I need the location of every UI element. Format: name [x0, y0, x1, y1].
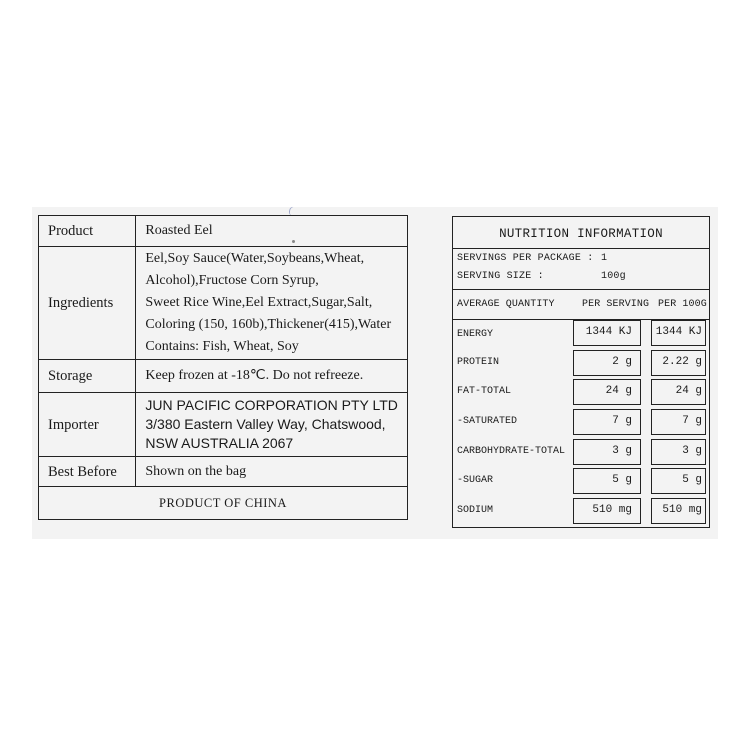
ingredients-line: Sweet Rice Wine,Eel Extract,Sugar,Salt,: [145, 295, 373, 310]
storage-key: Storage: [39, 360, 136, 393]
per-serving-value: 24 g: [573, 379, 641, 405]
per-serving-value: 7 g: [573, 409, 641, 435]
divider: [453, 248, 709, 249]
table-row-best-before: [39, 457, 408, 487]
nutrient-row-protein: [453, 348, 709, 378]
product-info-table: [38, 215, 408, 520]
servings-per-package-value: 1: [601, 253, 608, 264]
nutrition-title: NUTRITION INFORMATION: [499, 227, 663, 241]
serving-size-label: SERVING SIZE :: [457, 271, 544, 282]
per-100g-value: 510 mg: [651, 498, 706, 524]
ingredients-key: Ingredients: [39, 247, 136, 360]
column-header-per-100g: PER 100G: [658, 299, 707, 310]
importer-key: Importer: [39, 393, 136, 457]
nutrient-row-energy: [453, 320, 709, 350]
table-row-origin: [39, 487, 408, 520]
ingredients-line: Alcohol),Fructose Corn Syrup,: [145, 273, 319, 288]
product-value: Roasted Eel: [136, 216, 408, 247]
per-100g-value: 24 g: [651, 379, 706, 405]
per-100g-value: 7 g: [651, 409, 706, 435]
importer-line: JUN PACIFIC CORPORATION PTY LTD: [145, 397, 398, 413]
best-before-key: Best Before: [39, 457, 136, 487]
table-row-ingredients: [39, 247, 408, 360]
table-row-importer: [39, 393, 408, 457]
servings-per-package-label: SERVINGS PER PACKAGE :: [457, 253, 594, 264]
per-serving-value: 1344 KJ: [573, 320, 641, 346]
nutrient-name: FAT-TOTAL: [457, 386, 512, 397]
nutrient-name: CARBOHYDRATE-TOTAL: [457, 446, 566, 457]
nutrient-row-saturated: [453, 407, 709, 437]
per-serving-value: 5 g: [573, 468, 641, 494]
product-key: Product: [39, 216, 136, 247]
per-100g-value: 2.22 g: [651, 350, 706, 376]
ingredients-line: Eel,Soy Sauce(Water,Soybeans,Wheat,: [145, 251, 365, 266]
column-header-quantity: AVERAGE QUANTITY: [457, 299, 555, 310]
ingredients-line: Contains: Fish, Wheat, Soy: [145, 339, 299, 354]
nutrient-row-sugar: [453, 466, 709, 496]
nutrient-name: -SUGAR: [457, 475, 494, 486]
nutrient-name: ENERGY: [457, 329, 494, 340]
nutrient-row-carbohydrate-total: [453, 437, 709, 467]
table-row-product: [39, 216, 408, 247]
nutrient-row-fat-total: [453, 377, 709, 407]
per-100g-value: 5 g: [651, 468, 706, 494]
ingredients-value: [136, 247, 408, 360]
servings-per-package: [457, 253, 608, 264]
serving-size: [457, 271, 626, 282]
nutrient-row-sodium: [453, 496, 709, 526]
nutrient-name: PROTEIN: [457, 357, 500, 368]
importer-line: NSW AUSTRALIA 2067: [145, 435, 294, 451]
ingredients-line: Coloring (150, 160b),Thickener(415),Water: [145, 317, 392, 332]
column-header-per-serving: PER SERVING: [582, 299, 650, 310]
best-before-value: Shown on the bag: [136, 457, 408, 487]
per-serving-value: 3 g: [573, 439, 641, 465]
importer-value: [136, 393, 408, 457]
importer-line: 3/380 Eastern Valley Way, Chatswood,: [145, 416, 386, 432]
divider: [453, 289, 709, 290]
serving-size-value: 100g: [601, 271, 626, 282]
storage-value: Keep frozen at -18℃. Do not refreeze.: [136, 360, 408, 393]
per-100g-value: 3 g: [651, 439, 706, 465]
nutrition-panel: [452, 216, 710, 528]
origin-text: PRODUCT OF CHINA: [39, 487, 408, 520]
per-serving-value: 2 g: [573, 350, 641, 376]
nutrient-name: -SATURATED: [457, 416, 518, 427]
table-row-storage: [39, 360, 408, 393]
nutrient-name: SODIUM: [457, 505, 494, 516]
per-100g-value: 1344 KJ: [651, 320, 706, 346]
per-serving-value: 510 mg: [573, 498, 641, 524]
